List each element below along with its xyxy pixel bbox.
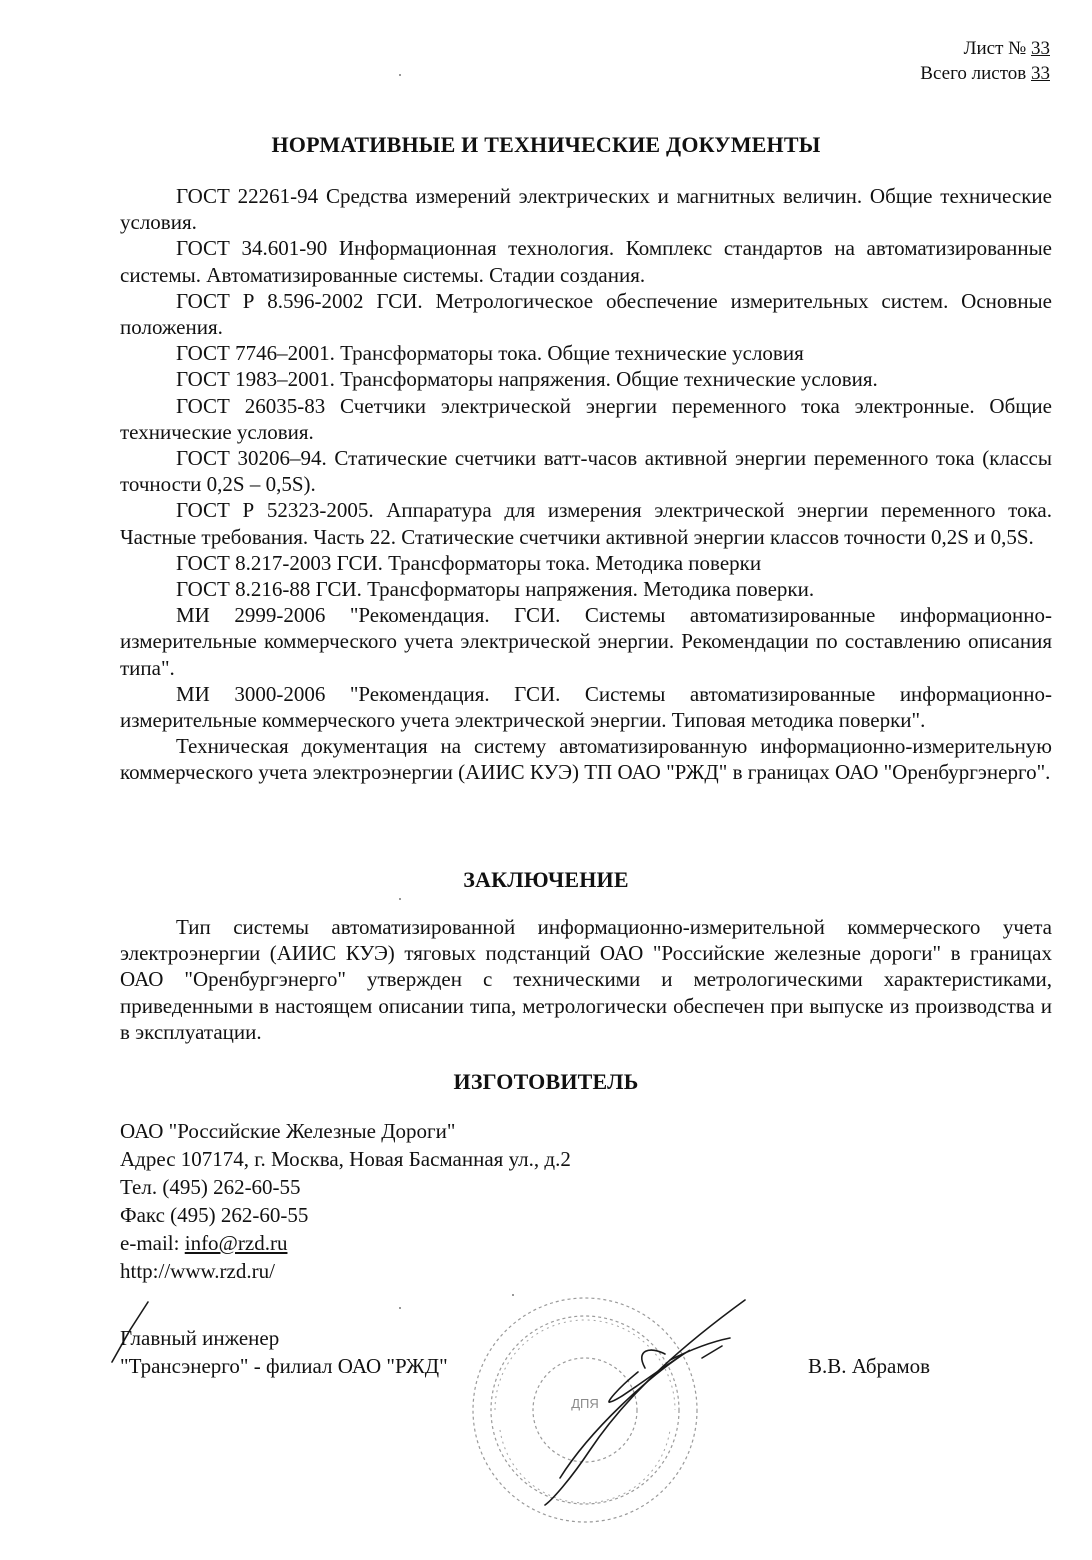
sheet-number-line [920, 36, 1050, 61]
sheet-number: 33 [1031, 38, 1050, 59]
document-item: МИ 3000-2006 "Рекомендация. ГСИ. Системы автоматизированные информационно-измерительные коммерческого учета электрической энергии. Типовая методика поверки". [120, 681, 1052, 733]
document-item: Техническая документация на систему автоматизированную информационно-измерительную коммерческого учета электроэнергии (АИИС КУЭ) ТП ОАО "РЖД" в границах ОАО "Оренбургэнерго". [120, 734, 1052, 785]
signer-name: В.В. Абрамов [808, 1354, 931, 1378]
manufacturer-phone: Тел. (495) 262-60-55 [120, 1175, 301, 1199]
document-item: МИ 2999-2006 "Рекомендация. ГСИ. Системы автоматизированные информационно-измерительные коммерческого учета электрической энергии. Рекомендации по составлению описания типа". [120, 603, 1052, 680]
signature-scribble [90, 1280, 790, 1520]
conclusion-block [120, 914, 1052, 1045]
email-label: e-mail: [120, 1231, 185, 1255]
document-item: ГОСТ Р 8.596-2002 ГСИ. Метрологическое обеспечение измерительных систем. Основные положения. [120, 288, 1052, 340]
document-item: ГОСТ 8.216-88 ГСИ. Трансформаторы напряжения. Методика поверки. [176, 577, 815, 602]
manufacturer-fax: Факс (495) 262-60-55 [120, 1203, 309, 1227]
manufacturer-heading: ИЗГОТОВИТЕЛЬ [453, 1069, 639, 1094]
document-item: ГОСТ 26035-83 Счетчики электрической энергии переменного тока электронные. Общие технические условия. [120, 393, 1052, 444]
document-item: ГОСТ 34.601-90 Информационная технология. Комплекс стандартов на автоматизированные системы. Автоматизированные системы. Стадии создания. [120, 236, 1052, 287]
email-link[interactable]: info@rzd.ru [184, 1231, 288, 1255]
manufacturer-name: ОАО "Российские Железные Дороги" [120, 1119, 456, 1143]
stamp-center-text: ДПЯ [571, 1396, 599, 1411]
document-item: ГОСТ 1983–2001. Трансформаторы напряжения. Общие технические условия. [176, 367, 878, 392]
conclusion-heading: ЗАКЛЮЧЕНИЕ [463, 867, 629, 892]
signer-organization: "Трансэнерго" - филиал ОАО "РЖД" [120, 1354, 448, 1378]
document-item: ГОСТ 7746–2001. Трансформаторы тока. Общие технические условия [176, 341, 804, 366]
manufacturer-website[interactable]: http://www.rzd.ru/ [120, 1259, 275, 1283]
total-sheets-line [920, 61, 1050, 86]
manufacturer-email-line [120, 1229, 571, 1257]
total-sheets-number: 33 [1031, 63, 1050, 84]
document-item: ГОСТ 22261-94 Средства измерений электрических и магнитных величин. Общие технические условия. [120, 184, 1052, 235]
scan-speck [399, 898, 401, 900]
signer-position: Главный инженер [120, 1326, 280, 1350]
documents-list [120, 183, 1052, 786]
document-item: ГОСТ 30206–94. Статические счетчики ватт-часов активной энергии переменного тока (классы точности 0,2S – 0,5S). [120, 446, 1052, 497]
scan-speck [512, 1294, 514, 1296]
scan-speck [399, 1307, 401, 1309]
total-sheets-label: Всего листов [920, 63, 1027, 84]
manufacturer-contacts [120, 1117, 571, 1285]
scan-speck [399, 74, 401, 76]
signature-block [120, 1324, 448, 1380]
sheet-label: Лист № [963, 38, 1027, 59]
document-item: ГОСТ 8.217-2003 ГСИ. Трансформаторы тока. Методика поверки [176, 550, 762, 575]
normative-documents-heading: НОРМАТИВНЫЕ И ТЕХНИЧЕСКИЕ ДОКУМЕНТЫ [271, 132, 821, 157]
document-item: ГОСТ Р 52323-2005. Аппаратура для измерения электрической энергии переменного тока. Частные требования. Часть 22. Статические счетчики активной энергии классов точности 0,2S и 0,5S. [120, 498, 1052, 549]
sheet-info [920, 36, 1050, 86]
conclusion-text: Тип системы автоматизированной информационно-измерительной коммерческого учета электроэнергии (АИИС КУЭ) тяговых подстанций ОАО "Российские железные дороги" в границах ОАО "Оренбургэнерго" утвержден с техническими и метрологическими характеристиками, приведенными в настоящем описании типа, метрологически обеспечен при выпуске из производства и в эксплуатации. [120, 915, 1052, 1044]
manufacturer-address: Адрес 107174, г. Москва, Новая Басманная ул., д.2 [120, 1147, 571, 1171]
